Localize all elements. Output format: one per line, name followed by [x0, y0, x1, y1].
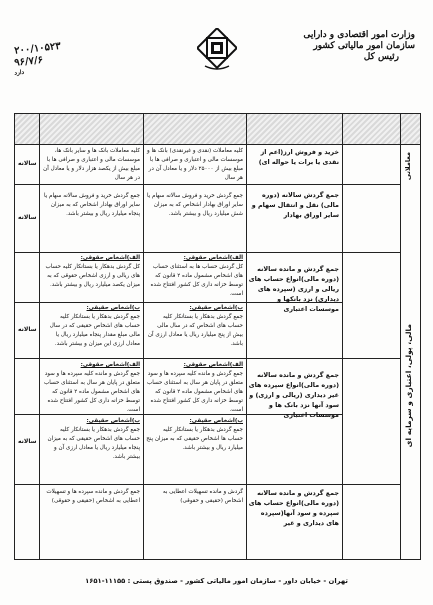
emblem-icon	[197, 28, 237, 72]
row4-threshold-a-legal	[146, 361, 243, 415]
row2-threshold-a: جمع گردش خرید و فروش سالانه سهام یا سایر اوراق بهادار اشخاص که به میزان شش میلیارد ریال و بیشتر باشد.	[146, 193, 243, 217]
group-financial-label: مالی، پولی، اعتباری و سرمایه ای	[404, 324, 413, 448]
group-trading-label: معاملاتی	[404, 152, 412, 181]
row2-period: سالانه	[18, 214, 37, 221]
row3-threshold-a-natural	[146, 304, 243, 349]
row1-threshold-b: کلیه معاملات بانک ها و سایر بانک ها، موسسات مالی و اعتباری و صرافی ها با مبلغ بیش از یکصد هزار دلار و یا معادل آن در هر سال	[43, 148, 140, 181]
row3-legal-text-a: کل گردش حساب ها به استثنای حساب های اشخاص مشمول ماده ۲ قانون که توسط خزانه داری کل کشور افتتاح شده است.	[150, 264, 243, 297]
row3-category: جمع گردش و مانده سالانه (دوره مالی)انواع حساب های ریالی و ارزی (سپرده های دیداری) نزد بانکها و موسسات اعتباری	[248, 265, 339, 313]
row3-threshold-b-natural	[43, 304, 140, 349]
row3-legal-heading-a: الف)اشخاص حقوقی:	[183, 255, 243, 261]
row5-threshold-b: جمع گردش و مانده سپرده ها و تسهیلات اعطایی به اشخاص (حقیقی و حقوقی)	[46, 489, 140, 504]
office-name: رئیس کل	[363, 52, 399, 62]
organization-name: سازمان امور مالیاتی کشور	[313, 41, 415, 51]
letter-date: ۹۶/۷/۶	[13, 54, 44, 69]
row3-legal-heading-b: الف)اشخاص حقوقی:	[80, 255, 140, 261]
row1-period: سالانه	[18, 160, 37, 167]
row5-category: جمع گردش و مانده سالانه (دوره مالی)انواع حساب های سپرده و سود آنها(سپرده های دیداری و غیر	[248, 489, 339, 527]
row2-threshold-b: جمع گردش خرید و فروش سالانه سهام یا سایر اوراق بهادار اشخاص که به میزان پنجاه میلیارد ریال و بیشتر باشد.	[43, 193, 140, 217]
row1-category: خرید و فروش ارز(اعم از نقدی یا برات یا حواله ای)	[258, 148, 339, 166]
row4-legal-heading-a: الف)اشخاص حقوقی:	[183, 362, 243, 368]
row4-period: سالانه	[18, 438, 37, 445]
row3-natural-heading-a: ب)اشخاص حقیقی:	[189, 305, 243, 311]
row4-natural-heading-b: ب)اشخاص حقیقی:	[86, 418, 140, 424]
row3-period: سالانه	[18, 326, 37, 333]
row4-legal-text-a: جمع گردش و مانده کلیه سپرده ها و سود متعلق در پایان هر سال به استثنای حساب های اشخاص مشمول ماده ۲ قانون که توسط خزانه داری کل کشور افتتاح شده است.	[146, 371, 243, 413]
footer-address: تهران - خیابان داور - سازمان امور مالیاتی کشور - صندوق پستی : ۱۱۱۵۵-۱۶۵۱	[85, 577, 348, 585]
row4-threshold-b-legal	[43, 361, 140, 415]
row4-natural-text-b: جمع گردش بدهکار یا بستانکار کلیه حساب های اشخاص حقیقی که به میزان پنجاه میلیارد ریال یا معادل ارزی آن و بیشتر باشد.	[47, 427, 140, 460]
row3-legal-text-b: کل گردش بدهکار یا بستانکار کلیه حساب های ریالی و ارزی اشخاص حقوقی که به میزان یکصد میلیارد ریال و بیشتر باشد.	[45, 264, 140, 288]
data-table	[14, 113, 421, 560]
row4-threshold-b-natural	[43, 417, 140, 462]
row3-natural-text-a: جمع گردش بدهکار یا بستانکار کلیه حساب های اشخاص که در سال مالی بیش از پنج میلیارد ریال یا معادل ارزی آن باشد.	[147, 314, 243, 347]
row4-legal-text-b: جمع گردش و مانده کلیه سپرده ها و سود متعلق در پایان هر سال به استثنای حساب های اشخاص مشمول ماده ۲ قانون که توسط خزانه داری کل کشور افتتاح شده است.	[43, 371, 140, 413]
row3-threshold-a-legal	[146, 254, 243, 299]
row5-threshold-a: گردش و مانده تسهیلات اعطایی به اشخاص (حقیقی و حقوقی)	[162, 489, 243, 504]
row4-natural-heading-a: ب)اشخاص حقیقی:	[189, 418, 243, 424]
row4-legal-heading-b: الف)اشخاص حقوقی:	[80, 362, 140, 368]
table-header-row	[15, 114, 420, 144]
letter-number: ۲۰۰/۱۰۵۲۳	[13, 40, 62, 57]
row3-natural-heading-b: ب)اشخاص حقیقی:	[86, 305, 140, 311]
row1-threshold-a: کلیه معاملات (نقدی و غیرنقدی) بانک ها و موسسات مالی و اعتباری و صرافی ها با مبلغ بیش از ۲۵۰۰۰ دلار و یا معادل آن در هر سال	[147, 148, 243, 181]
row3-natural-text-b: جمع گردش بدهکار یا بستانکار کلیه حساب های اشخاص حقیقی که در سال مالی مبلغ مقدار پنجاه میلیارد ریال یا معادل ارزی این میزان و بیشتر باشد.	[49, 314, 140, 347]
letterhead	[265, 30, 415, 63]
letter-attachment: دارد	[13, 68, 25, 77]
row4-natural-text-a: جمع گردش بدهکار یا بستانکار کلیه حساب ها اشخاص حقیقی که به میزان پنج میلیارد ریال و بیشتر باشد.	[146, 427, 243, 451]
ministry-name: وزارت امور اقتصادی و دارایی	[303, 30, 415, 40]
row4-category: جمع گردش و مانده سالانه (دوره مالی)انواع سپرده های غیر دیداری (ریالی و ارزی) و سود آنها نزد بانک ها و موسسات اعتباری	[248, 371, 339, 419]
row2-category: جمع گردش سالانه (دوره مالی) نقل و انتقال سهام و سایر اوراق بهادار	[251, 191, 339, 219]
row3-threshold-b-legal	[43, 254, 140, 290]
row4-threshold-a-natural	[146, 417, 243, 453]
